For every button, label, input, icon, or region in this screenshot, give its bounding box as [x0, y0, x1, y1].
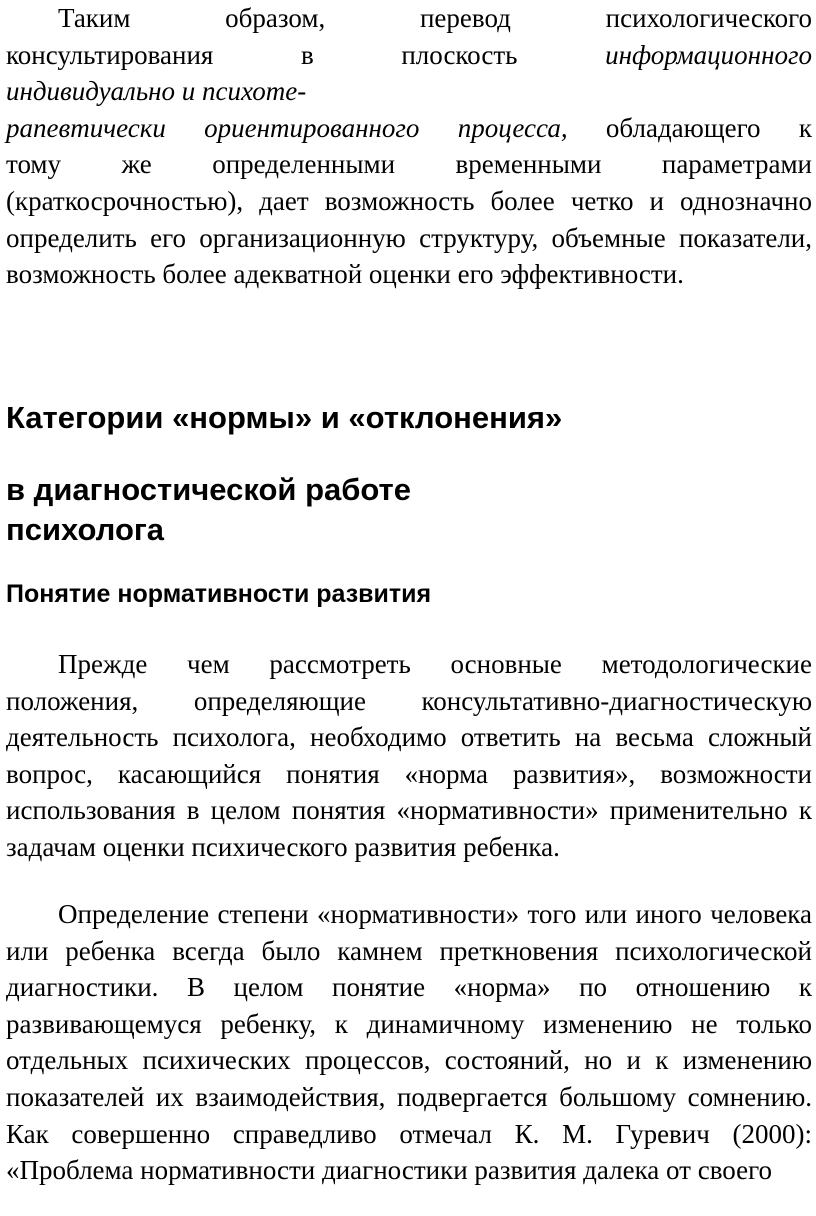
section-heading-lines-2-3	[6, 470, 411, 550]
section-heading-line-3: психолога	[6, 512, 165, 547]
intro-line-4-italic: рапевтически ориентированного процесса,	[6, 112, 568, 143]
intro-line-3-italic: индивидуально и психоте-	[6, 76, 307, 107]
intro-line-2-italic: информационного	[605, 39, 812, 70]
paragraph-normativity-definition: Определение степени «нормативности» того или иного человека или ребенка всегда было камнем преткновения психологической диагностики. В целом понятие «норма» по отношению к развивающемуся ребенку, к динамичному изменению не только отдельных психических процессов, состояний, но и к изменению показателей их взаимодействия, подвергается большому сомнению. Как совершенно справедливо отмечал К. М. Гуревич (2000): «Проблема нормативности диагностики развития далека от своего	[6, 899, 812, 1186]
intro-line-1: Таким образом, перевод психологического	[58, 3, 812, 33]
section-heading-line-2: в диагностической работе	[6, 472, 411, 507]
intro-line-4	[6, 110, 812, 147]
section-heading-line-1: Категории «нормы» и «отклонения»	[6, 400, 563, 435]
intro-line-2	[6, 37, 812, 74]
intro-paragraph	[6, 0, 812, 293]
intro-line-4-regular: обладающего к	[567, 112, 812, 143]
intro-line-2-regular: консультирования в плоскость	[6, 39, 606, 70]
subsection-heading: Понятие нормативности развития	[6, 580, 432, 608]
intro-rest: тому же определенными временными параметрами (краткосрочностью), дает возможность более четко и однозначно определить его организационную структуру, объемные показатели, возможность более адекватной оценки его эффективности.	[6, 149, 812, 290]
paragraph-norm-intro: Прежде чем рассмотреть основные методологические положения, определяющие консультативно-диагностическую деятельность психолога, необходимо ответить на весьма сложный вопрос, касающийся понятия «норма развития», возможности использования в целом понятия «нормативности» применительно к задачам оценки психического развития ребенка.	[6, 649, 812, 862]
